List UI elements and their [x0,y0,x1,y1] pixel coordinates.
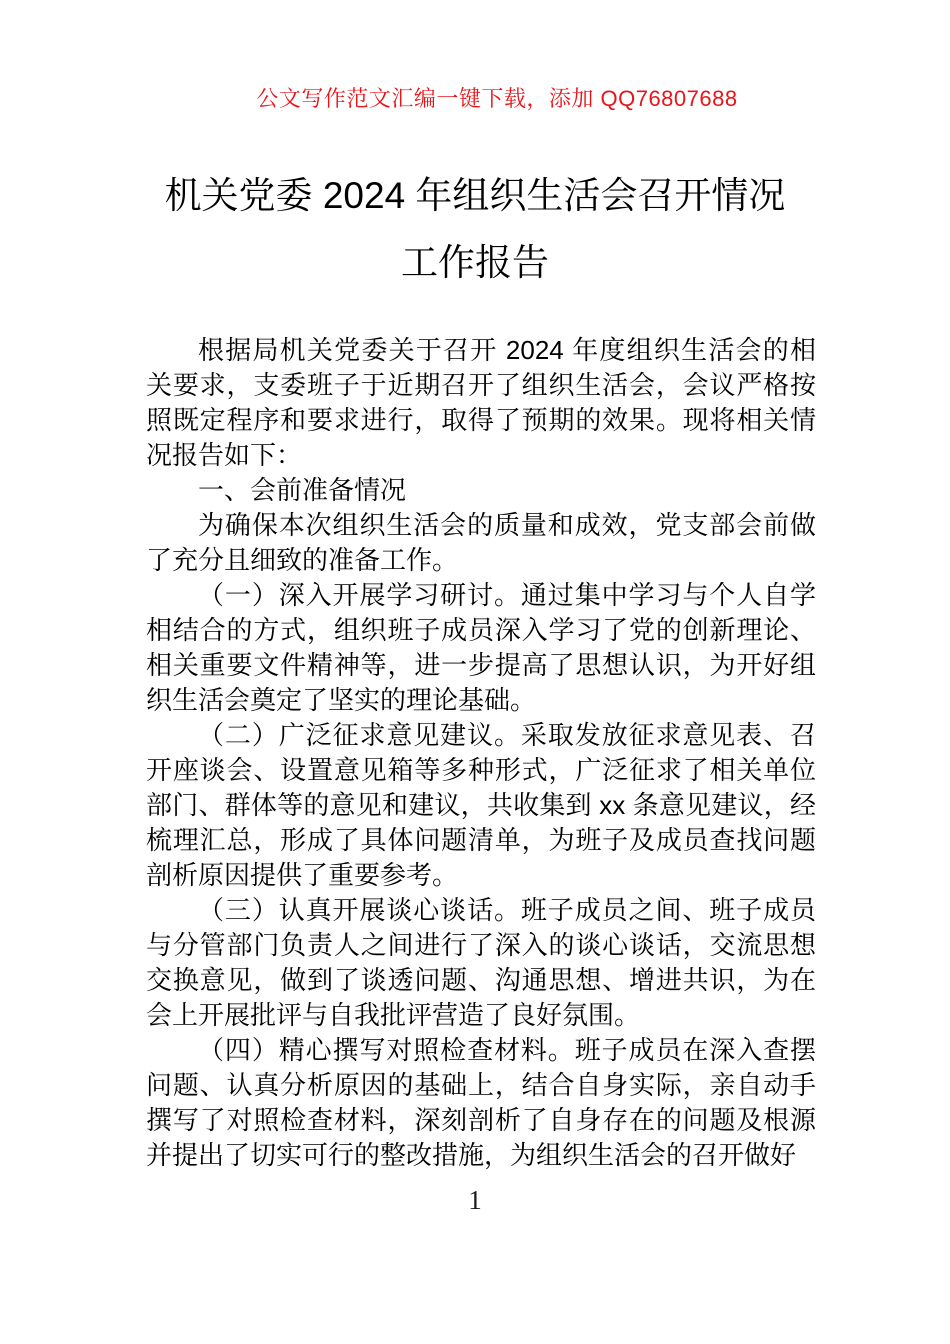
paragraph: 根据局机关党委关于召开 2024 年度组织生活会的相关要求，支委班子于近期召开了组织生活会，会议严格按照既定程序和要求进行，取得了预期的效果。现将相关情况报告如下： [146,335,816,470]
paragraph: （一）深入开展学习研讨。通过集中学习与个人自学相结合的方式，组织班子成员深入学习了党的创新理论、相关重要文件精神等，进一步提高了思想认识，为开好组织生活会奠定了坚实的理论基础。 [146,580,816,715]
page-number: 1 [468,1185,482,1215]
document-title: 机关党委 2024 年组织生活会召开情况工作报告 [164,175,786,283]
document-body [146,333,816,1173]
paragraph: （四）精心撰写对照检查材料。班子成员在深入查摆问题、认真分析原因的基础上，结合自身实际，亲自动手撰写了对照检查材料，深刻剖析了自身存在的问题及根源并提出了切实可行的整改措施，为组织生活会的召开做好 [146,1035,816,1170]
paragraph: （三）认真开展谈心谈话。班子成员之间、班子成员与分管部门负责人之间进行了深入的谈心谈话，交流思想交换意见，做到了谈透问题、沟通思想、增进共识，为在会上开展批评与自我批评营造了良好氛围。 [146,895,816,1030]
section-heading: 一、会前准备情况 [198,475,407,505]
paragraph: 为确保本次组织生活会的质量和成效，党支部会前做了充分且细致的准备工作。 [146,510,816,575]
paragraph: （二）广泛征求意见建议。采取发放征求意见表、召开座谈会、设置意见箱等多种形式，广泛征求了相关单位部门、群体等的意见和建议，共收集到 xx 条意见建议，经梳理汇总，形成了具体问题清单，为班子及成员查找问题剖析原因提供了重要参考。 [146,720,816,890]
promo-notice: 公文写作范文汇编一键下载，添加 QQ76807688 [256,86,738,111]
